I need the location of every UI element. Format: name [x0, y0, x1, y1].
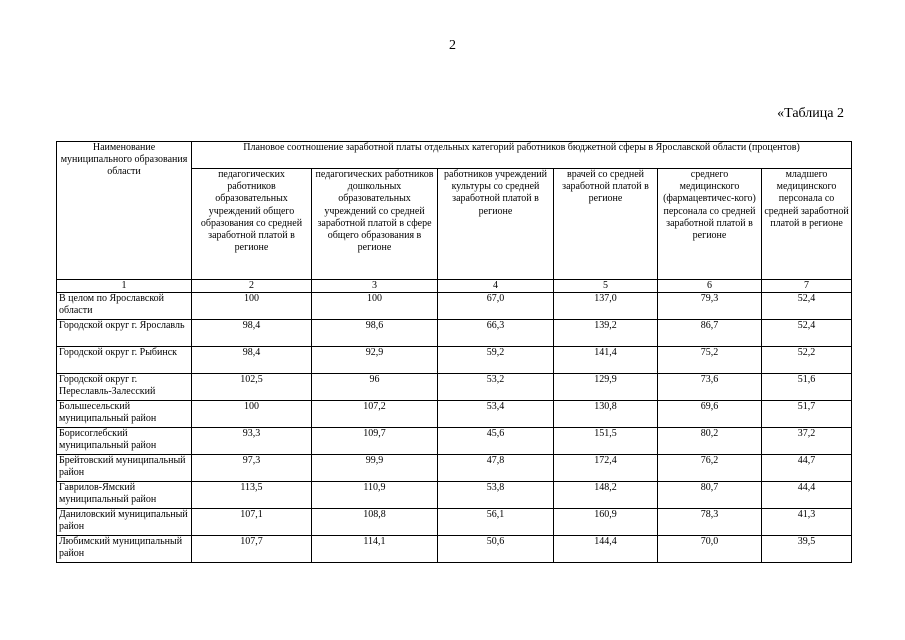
table-cell-value: 44,4: [762, 482, 852, 509]
municipality-name: Городской округ г. Ярославль: [57, 320, 192, 347]
table-cell-value: 129,9: [554, 374, 658, 401]
column-number: 4: [438, 280, 554, 293]
column-number: 5: [554, 280, 658, 293]
municipality-name: Большесельский муниципальный район: [57, 401, 192, 428]
table-cell-value: 80,2: [658, 428, 762, 455]
table-cell-value: 114,1: [312, 536, 438, 563]
table-cell-value: 160,9: [554, 509, 658, 536]
table-cell-value: 53,8: [438, 482, 554, 509]
header-subcolumn: педагогических работников дошкольных образовательных учреждений со средней заработной платой в сфере общего образования в регионе: [312, 169, 438, 280]
column-number: 7: [762, 280, 852, 293]
table-cell-value: 39,5: [762, 536, 852, 563]
table-cell-value: 52,4: [762, 320, 852, 347]
table-cell-value: 107,2: [312, 401, 438, 428]
table-cell-value: 52,2: [762, 347, 852, 374]
municipality-name: В целом по Ярославской области: [57, 293, 192, 320]
header-subcolumn: среднего медицинского (фармацевтичес-кого) персонала со средней заработной платой в регионе: [658, 169, 762, 280]
table-cell-value: 144,4: [554, 536, 658, 563]
table-cell-value: 100: [192, 401, 312, 428]
table-cell-value: 93,3: [192, 428, 312, 455]
table-cell-value: 59,2: [438, 347, 554, 374]
table-row: [57, 509, 852, 536]
page-number: 2: [449, 38, 456, 53]
column-number: 6: [658, 280, 762, 293]
table-cell-value: 98,4: [192, 320, 312, 347]
table-cell-value: 99,9: [312, 455, 438, 482]
table-cell-value: 141,4: [554, 347, 658, 374]
table-cell-value: 137,0: [554, 293, 658, 320]
table-cell-value: 80,7: [658, 482, 762, 509]
table-cell-value: 102,5: [192, 374, 312, 401]
table-cell-value: 66,3: [438, 320, 554, 347]
table-header: [57, 142, 852, 293]
table-cell-value: 51,7: [762, 401, 852, 428]
table-cell-value: 51,6: [762, 374, 852, 401]
header-subcolumn: педагогических работников образовательных учреждений общего образования со средней заработной платой в регионе: [192, 169, 312, 280]
municipality-name: Городской округ г. Рыбинск: [57, 347, 192, 374]
table-cell-value: 53,2: [438, 374, 554, 401]
table-row: [57, 455, 852, 482]
table-cell-value: 151,5: [554, 428, 658, 455]
table-cell-value: 148,2: [554, 482, 658, 509]
table-cell-value: 110,9: [312, 482, 438, 509]
municipality-name: Гаврилов-Ямский муниципальный район: [57, 482, 192, 509]
column-number: 3: [312, 280, 438, 293]
header-row-group: [57, 142, 852, 169]
table-cell-value: 109,7: [312, 428, 438, 455]
column-number: 2: [192, 280, 312, 293]
table-cell-value: 76,2: [658, 455, 762, 482]
header-subcolumn: работников учреждений культуры со средней заработной платой в регионе: [438, 169, 554, 280]
table-cell-value: 79,3: [658, 293, 762, 320]
table-row: [57, 401, 852, 428]
table-cell-value: 86,7: [658, 320, 762, 347]
table-cell-value: 78,3: [658, 509, 762, 536]
table-row: [57, 428, 852, 455]
table-cell-value: 75,2: [658, 347, 762, 374]
header-name-column: Наименование муниципального образования области: [57, 142, 192, 280]
table-cell-value: 41,3: [762, 509, 852, 536]
table-cell-value: 172,4: [554, 455, 658, 482]
column-number-row: [57, 280, 852, 293]
table-cell-value: 53,4: [438, 401, 554, 428]
table-cell-value: 107,1: [192, 509, 312, 536]
table-row: [57, 536, 852, 563]
municipality-name: Брейтовский муниципальный район: [57, 455, 192, 482]
table-cell-value: 70,0: [658, 536, 762, 563]
table-cell-value: 130,8: [554, 401, 658, 428]
column-number: 1: [57, 280, 192, 293]
table-cell-value: 56,1: [438, 509, 554, 536]
table-cell-value: 45,6: [438, 428, 554, 455]
table-cell-value: 100: [192, 293, 312, 320]
table-cell-value: 98,6: [312, 320, 438, 347]
header-subcolumn: врачей со средней заработной платой в регионе: [554, 169, 658, 280]
salary-ratio-table: [56, 141, 852, 563]
municipality-name: Любимский муниципальный район: [57, 536, 192, 563]
table-cell-value: 52,4: [762, 293, 852, 320]
municipality-name: Даниловский муниципальный район: [57, 509, 192, 536]
municipality-name: Борисоглебский муниципальный район: [57, 428, 192, 455]
table-cell-value: 47,8: [438, 455, 554, 482]
table-row: [57, 482, 852, 509]
header-group-title: Плановое соотношение заработной платы отдельных категорий работников бюджетной сферы в Ярославской области (процентов): [192, 142, 852, 169]
header-subcolumn: младшего медицинского персонала со средней заработной платой в регионе: [762, 169, 852, 280]
table-cell-value: 98,4: [192, 347, 312, 374]
table-row: [57, 347, 852, 374]
table-row: [57, 320, 852, 347]
municipality-name: Городской округ г. Переславль-Залесский: [57, 374, 192, 401]
table-cell-value: 100: [312, 293, 438, 320]
table-cell-value: 97,3: [192, 455, 312, 482]
table-cell-value: 113,5: [192, 482, 312, 509]
table-cell-value: 44,7: [762, 455, 852, 482]
table-cell-value: 37,2: [762, 428, 852, 455]
table-cell-value: 107,7: [192, 536, 312, 563]
table-row: [57, 293, 852, 320]
table-cell-value: 96: [312, 374, 438, 401]
table-cell-value: 69,6: [658, 401, 762, 428]
table-cell-value: 73,6: [658, 374, 762, 401]
table-cell-value: 92,9: [312, 347, 438, 374]
table-body: [57, 293, 852, 563]
table-cell-value: 139,2: [554, 320, 658, 347]
table-cell-value: 67,0: [438, 293, 554, 320]
table-row: [57, 374, 852, 401]
table-cell-value: 108,8: [312, 509, 438, 536]
table-cell-value: 50,6: [438, 536, 554, 563]
table-title: «Таблица 2: [777, 106, 844, 121]
